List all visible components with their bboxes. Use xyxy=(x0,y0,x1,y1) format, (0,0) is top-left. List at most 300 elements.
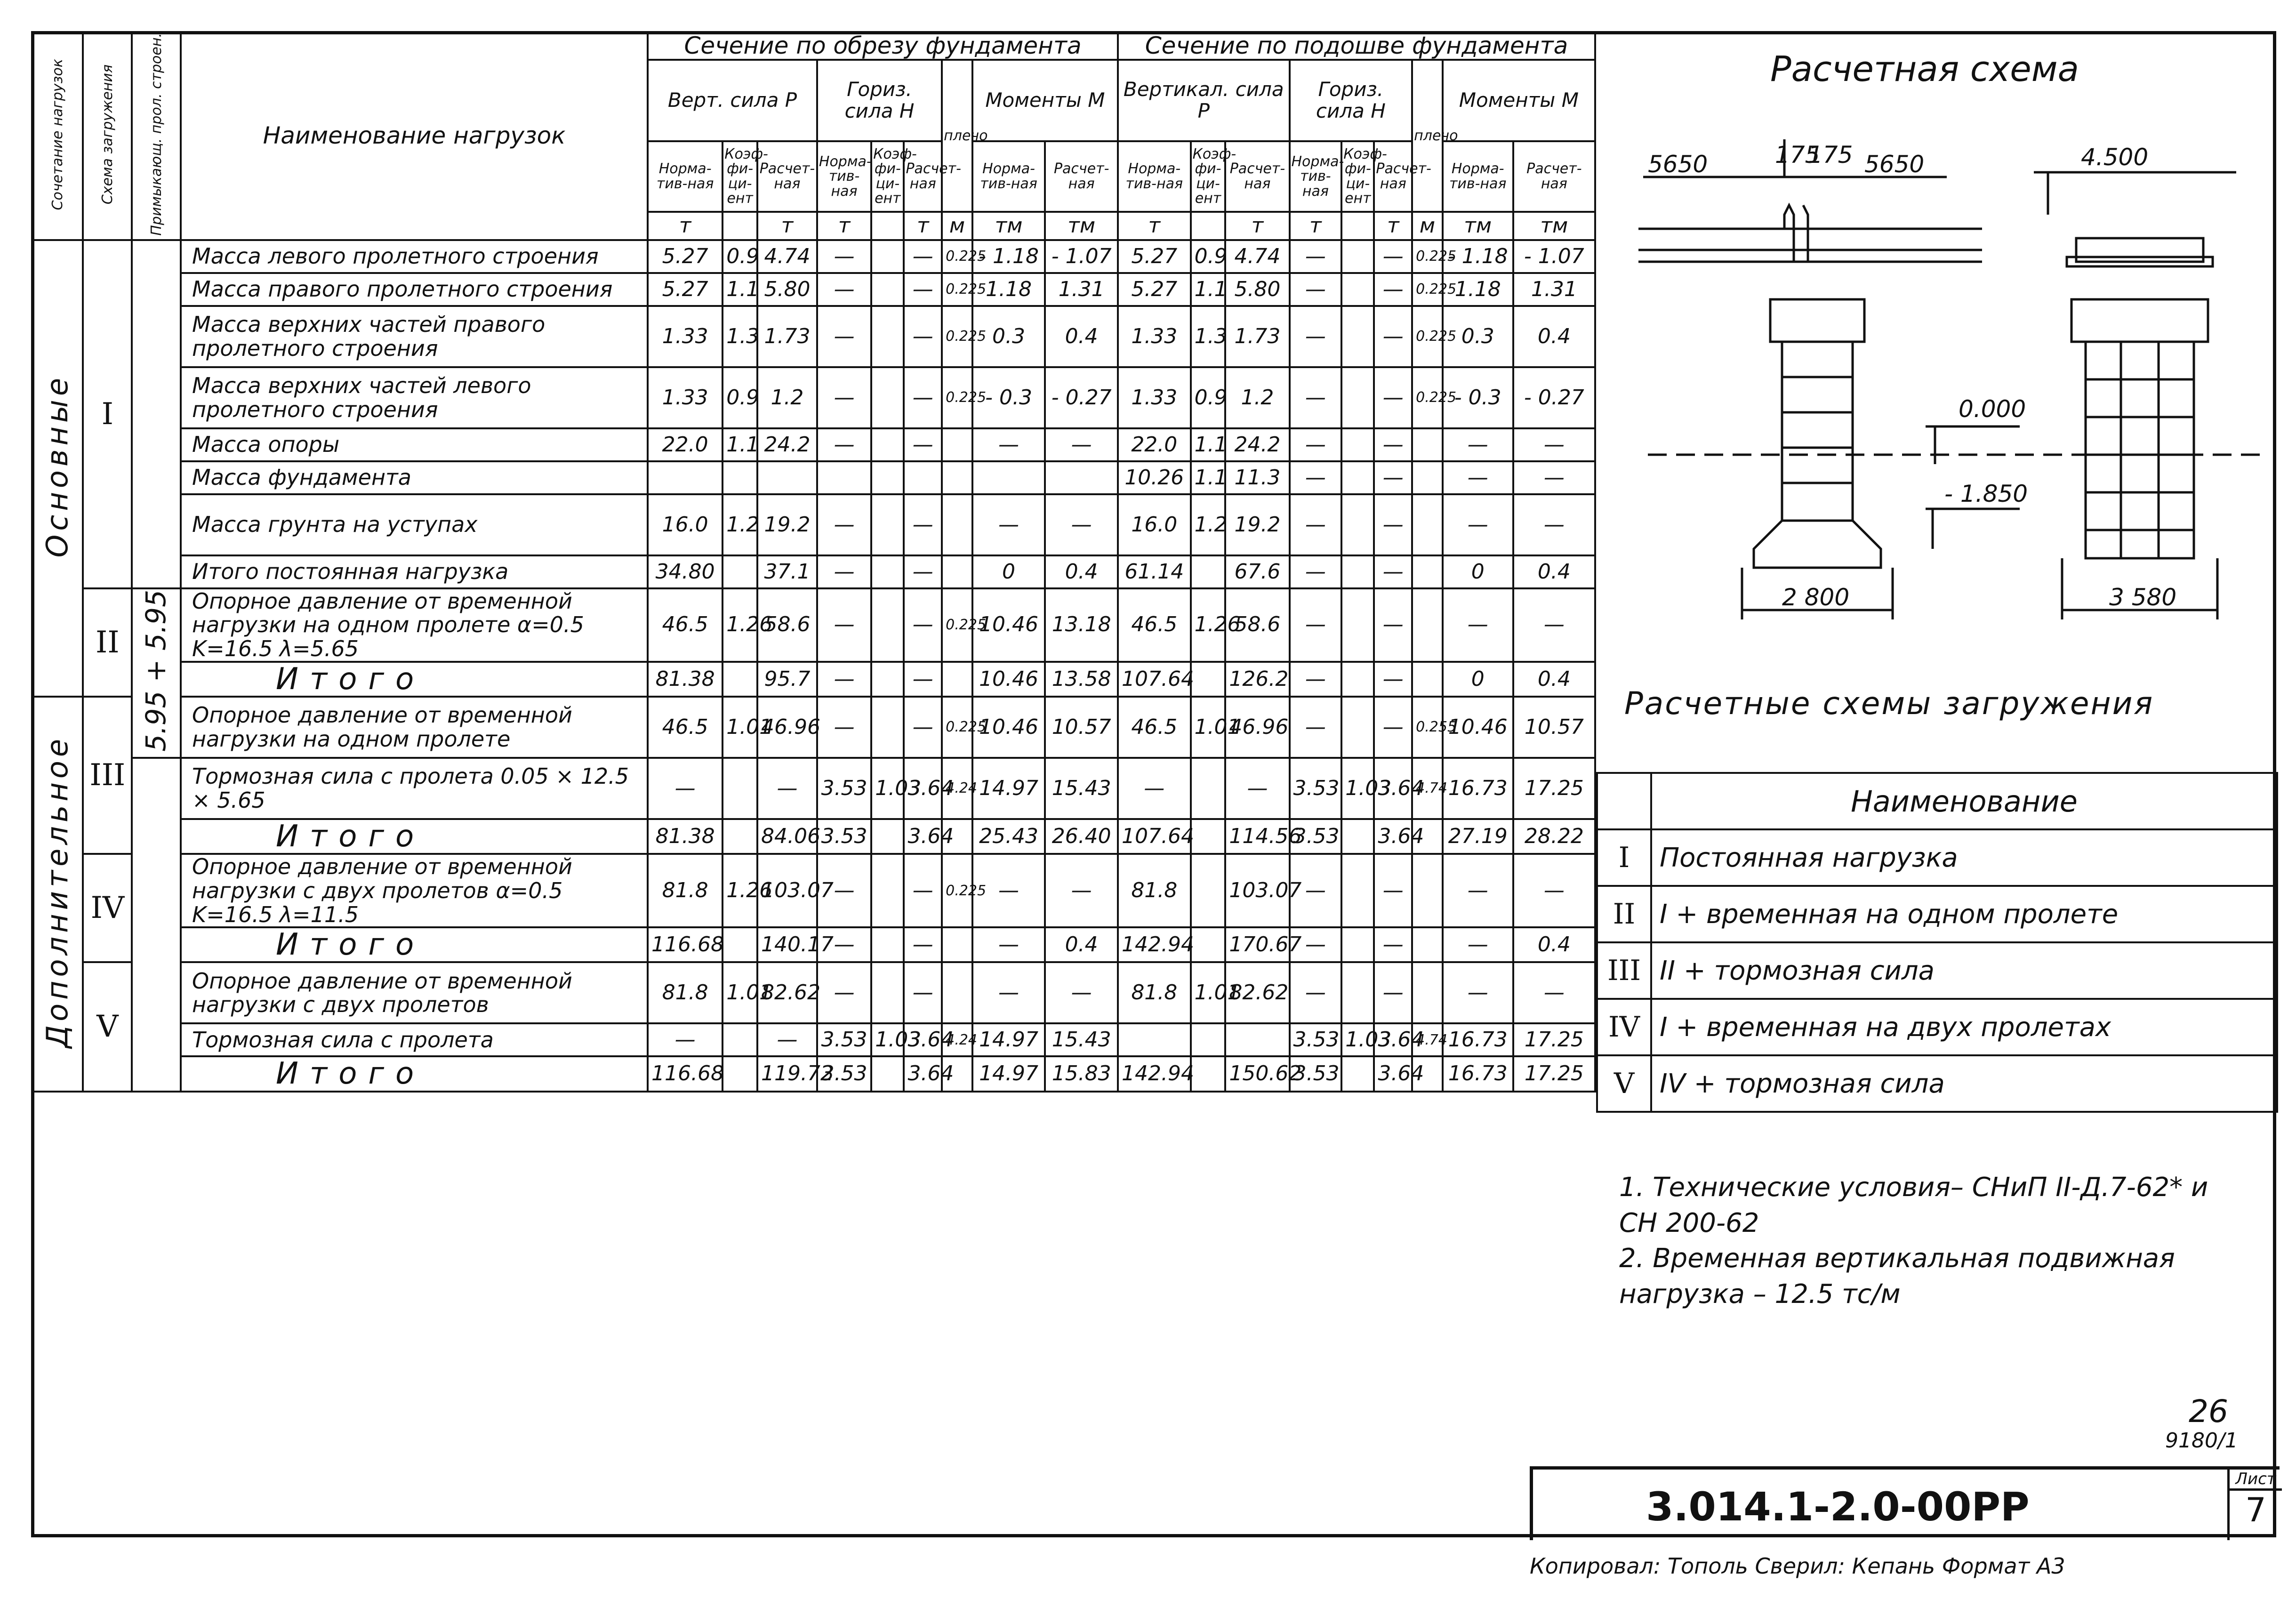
value-cell: 0.225 xyxy=(942,306,972,367)
value-cell xyxy=(871,1056,904,1091)
unit-cell xyxy=(723,212,757,240)
unit-cell: т xyxy=(1118,212,1191,240)
value-cell: 34.80 xyxy=(648,555,723,588)
value-cell: — xyxy=(817,306,871,367)
value-cell: 0.225 xyxy=(1412,240,1443,273)
value-cell: 1.1 xyxy=(1191,428,1226,461)
value-cell: 0.4 xyxy=(1045,306,1118,367)
value-cell: — xyxy=(904,854,942,927)
value-cell: — xyxy=(904,927,942,962)
value-cell: — xyxy=(1374,367,1412,428)
unit-cell: тм xyxy=(972,212,1045,240)
scheme-roman: II xyxy=(1597,886,1651,942)
value-cell xyxy=(1412,588,1443,662)
value-cell xyxy=(723,662,757,697)
schemes-table xyxy=(1596,772,2278,1113)
value-cell: 10.46 xyxy=(972,662,1045,697)
table-row xyxy=(32,240,1595,273)
hdr-raschetnaya: Расчет-ная xyxy=(1513,141,1595,212)
value-cell: — xyxy=(1374,588,1412,662)
value-cell: — xyxy=(1225,758,1289,819)
scheme-row xyxy=(1597,942,2277,999)
value-cell: 3.53 xyxy=(1290,758,1342,819)
value-cell: 1.18 xyxy=(1443,273,1513,306)
value-cell: 150.62 xyxy=(1225,1056,1289,1091)
value-cell: 0.3 xyxy=(972,306,1045,367)
value-cell: 0.9 xyxy=(723,367,757,428)
value-cell: 170.67 xyxy=(1225,927,1289,962)
value-cell: 1.33 xyxy=(648,306,723,367)
table-row xyxy=(32,758,1595,819)
value-cell xyxy=(1341,273,1374,306)
scheme-cell: III xyxy=(83,697,132,854)
load-name: Итого постоянная нагрузка xyxy=(181,555,648,588)
value-cell xyxy=(1191,758,1226,819)
value-cell: 5.80 xyxy=(757,273,817,306)
load-name: Масса фундамента xyxy=(181,461,648,494)
value-cell: 0.225 xyxy=(942,697,972,758)
value-cell: 0.225 xyxy=(942,854,972,927)
unit-cell: тм xyxy=(1513,212,1595,240)
value-cell: 58.6 xyxy=(1225,588,1289,662)
value-cell: 1.03 xyxy=(1341,1023,1374,1056)
list-label: Лист xyxy=(2230,1470,2282,1491)
hdr-normativnaya: Норма-тив-ная xyxy=(817,141,871,212)
value-cell: 1.01 xyxy=(723,962,757,1023)
hdr-primykanie xyxy=(132,32,181,240)
scheme-row xyxy=(1597,886,2277,942)
value-cell: — xyxy=(904,428,942,461)
hdr-koef: Коэф-фи-ци-ент xyxy=(871,141,904,212)
value-cell xyxy=(871,461,904,494)
value-cell: — xyxy=(817,854,871,927)
value-cell: — xyxy=(817,697,871,758)
value-cell: 15.43 xyxy=(1045,1023,1118,1056)
value-cell: - 1.07 xyxy=(1045,240,1118,273)
hdr-normativnaya: Норма-тив-ная xyxy=(1290,141,1342,212)
value-cell: — xyxy=(904,662,942,697)
value-cell xyxy=(1341,927,1374,962)
load-name: Масса левого пролетного строения xyxy=(181,240,648,273)
value-cell xyxy=(1341,588,1374,662)
value-cell: 19.2 xyxy=(1225,494,1289,555)
load-name: Масса опоры xyxy=(181,428,648,461)
value-cell: — xyxy=(1290,662,1342,697)
value-cell xyxy=(871,367,904,428)
schemes-header: Наименование xyxy=(1651,773,2277,829)
value-cell: 1.73 xyxy=(757,306,817,367)
value-cell: 28.22 xyxy=(1513,819,1595,854)
load-name: Масса верхних частей правого пролетного строения xyxy=(181,306,648,367)
value-cell: 0.3 xyxy=(1443,306,1513,367)
value-cell: — xyxy=(648,758,723,819)
span-cell xyxy=(132,588,181,758)
value-cell xyxy=(942,428,972,461)
value-cell: — xyxy=(904,555,942,588)
value-cell: 3.64 xyxy=(904,1023,942,1056)
hdr-shema-text: Схема загружения xyxy=(99,64,116,204)
value-cell: 103.07 xyxy=(1225,854,1289,927)
value-cell: — xyxy=(972,428,1045,461)
value-cell: 17.25 xyxy=(1513,758,1595,819)
value-cell: 81.38 xyxy=(648,819,723,854)
value-cell xyxy=(1191,1023,1226,1056)
value-cell: 58.6 xyxy=(757,588,817,662)
value-cell: 1.01 xyxy=(1191,962,1226,1023)
hdr-shema xyxy=(83,32,132,240)
value-cell: 0.255 xyxy=(1412,697,1443,758)
value-cell: 16.73 xyxy=(1443,1056,1513,1091)
value-cell: 27.19 xyxy=(1443,819,1513,854)
value-cell: 19.2 xyxy=(757,494,817,555)
value-cell: 0.4 xyxy=(1045,927,1118,962)
value-cell: 81.8 xyxy=(1118,854,1191,927)
value-cell: 1.26 xyxy=(1191,588,1226,662)
document-code: 3.014.1-2.0-00PP xyxy=(1646,1484,2030,1530)
schema-title: Расчетная схема xyxy=(1770,49,2079,89)
scheme-roman: III xyxy=(1597,942,1651,999)
level-0: 0.000 xyxy=(1959,395,2026,423)
load-name: Итого xyxy=(181,1056,648,1091)
value-cell: 15.83 xyxy=(1045,1056,1118,1091)
value-cell xyxy=(1341,367,1374,428)
load-name: Итого xyxy=(181,927,648,962)
scheme-desc: I + временная на одном пролете xyxy=(1651,886,2277,942)
value-cell xyxy=(1191,819,1226,854)
value-cell: 0.4 xyxy=(1045,555,1118,588)
hdr-raschetnaya: Расчет-ная xyxy=(1225,141,1289,212)
value-cell: 0.225 xyxy=(942,367,972,428)
value-cell: — xyxy=(817,662,871,697)
value-cell xyxy=(1341,697,1374,758)
unit-cell: тм xyxy=(1443,212,1513,240)
value-cell: 5.27 xyxy=(648,240,723,273)
value-cell: 3.53 xyxy=(817,1023,871,1056)
value-cell: 84.06 xyxy=(757,819,817,854)
value-cell: — xyxy=(1045,962,1118,1023)
value-cell: 0.9 xyxy=(1191,367,1226,428)
value-cell: — xyxy=(904,962,942,1023)
value-cell xyxy=(871,273,904,306)
value-cell: — xyxy=(904,494,942,555)
width-3580: 3 580 xyxy=(2109,584,2177,611)
value-cell: 10.46 xyxy=(972,697,1045,758)
group-dopolnitelnoe-text: Дополнительное xyxy=(40,735,75,1048)
value-cell: 3.53 xyxy=(817,1056,871,1091)
value-cell: 14.97 xyxy=(972,758,1045,819)
value-cell: — xyxy=(1374,306,1412,367)
hdr-naimenovanie: Наименование нагрузок xyxy=(181,32,648,240)
value-cell: — xyxy=(904,240,942,273)
value-cell xyxy=(723,927,757,962)
value-cell: 3.64 xyxy=(904,819,942,854)
scheme-roman: I xyxy=(1597,829,1651,886)
table-row xyxy=(32,962,1595,1023)
value-cell: - 1.18 xyxy=(972,240,1045,273)
value-cell xyxy=(1341,854,1374,927)
value-cell xyxy=(1412,927,1443,962)
value-cell: — xyxy=(1290,962,1342,1023)
value-cell: 0.4 xyxy=(1513,927,1595,962)
value-cell: — xyxy=(1513,854,1595,927)
table-row xyxy=(32,588,1595,662)
value-cell: — xyxy=(1290,367,1342,428)
table-row xyxy=(32,273,1595,306)
value-cell xyxy=(871,962,904,1023)
value-cell: 1.2 xyxy=(757,367,817,428)
table-row xyxy=(32,697,1595,758)
value-cell: 1.03 xyxy=(1341,758,1374,819)
value-cell: 0.4 xyxy=(1513,662,1595,697)
value-cell: 0.225 xyxy=(1412,367,1443,428)
value-cell xyxy=(1341,461,1374,494)
table-row xyxy=(32,494,1595,555)
value-cell: 1.33 xyxy=(648,367,723,428)
value-cell xyxy=(723,1023,757,1056)
value-cell: 4.74 xyxy=(1225,240,1289,273)
scheme-roman: V xyxy=(1597,1055,1651,1112)
value-cell: 1.1 xyxy=(723,273,757,306)
value-cell: 1.2 xyxy=(723,494,757,555)
value-cell: — xyxy=(1443,962,1513,1023)
unit-cell: т xyxy=(1290,212,1342,240)
table-row xyxy=(32,306,1595,367)
value-cell: 1.03 xyxy=(871,1023,904,1056)
value-cell: — xyxy=(817,588,871,662)
value-cell: — xyxy=(1290,588,1342,662)
hdr-raschetnaya: Расчет-ная xyxy=(1374,141,1412,212)
value-cell: — xyxy=(904,588,942,662)
value-cell: 3.53 xyxy=(817,758,871,819)
value-cell: — xyxy=(1290,273,1342,306)
value-cell: 0 xyxy=(972,555,1045,588)
value-cell: 107.64 xyxy=(1118,819,1191,854)
value-cell: 81.8 xyxy=(648,854,723,927)
hdr-raschetnaya: Расчет-ная xyxy=(1045,141,1118,212)
unit-cell: м xyxy=(1412,212,1443,240)
value-cell xyxy=(1191,1056,1226,1091)
value-cell: 15.43 xyxy=(1045,758,1118,819)
value-cell: — xyxy=(1513,428,1595,461)
hdr-goriz_sila: Гориз. сила H xyxy=(1290,60,1413,141)
value-cell xyxy=(1191,927,1226,962)
value-cell xyxy=(1118,1023,1191,1056)
value-cell xyxy=(1341,962,1374,1023)
value-cell xyxy=(757,461,817,494)
value-cell: 1.18 xyxy=(972,273,1045,306)
table-row xyxy=(32,32,1595,60)
value-cell: — xyxy=(1443,494,1513,555)
value-cell xyxy=(1341,240,1374,273)
value-cell xyxy=(1225,1023,1289,1056)
value-cell: 1.1 xyxy=(723,428,757,461)
hdr-sech-obrez: Сечение по обрезу фундамента xyxy=(648,32,1118,60)
value-cell: — xyxy=(1513,494,1595,555)
value-cell: 24.2 xyxy=(757,428,817,461)
scheme-row xyxy=(1597,999,2277,1055)
value-cell: 1.1 xyxy=(1191,461,1226,494)
value-cell xyxy=(1412,461,1443,494)
level-1850: - 1.850 xyxy=(1944,480,2028,507)
value-cell: — xyxy=(648,1023,723,1056)
hdr-goriz_sila: Гориз. сила H xyxy=(817,60,942,141)
value-cell xyxy=(1341,306,1374,367)
value-cell: 3.64 xyxy=(904,1056,942,1091)
value-cell: — xyxy=(1290,697,1342,758)
value-cell: 16.73 xyxy=(1443,758,1513,819)
span-text: 5.95 + 5.95 xyxy=(140,589,172,752)
value-cell: 4.24 xyxy=(942,1023,972,1056)
value-cell: 119.72 xyxy=(757,1056,817,1091)
value-cell: 1.2 xyxy=(1191,494,1226,555)
group-osnovnye xyxy=(32,240,83,697)
value-cell: 22.0 xyxy=(648,428,723,461)
value-cell: — xyxy=(972,854,1045,927)
value-cell: 10.46 xyxy=(972,588,1045,662)
load-name: Итого xyxy=(181,819,648,854)
value-cell: 10.46 xyxy=(1443,697,1513,758)
value-cell: 81.8 xyxy=(648,962,723,1023)
value-cell: 4.74 xyxy=(757,240,817,273)
value-cell: 1.31 xyxy=(1513,273,1595,306)
value-cell: 0 xyxy=(1443,555,1513,588)
value-cell: — xyxy=(1290,306,1342,367)
hdr-normativnaya: Норма-тив-ная xyxy=(1443,141,1513,212)
value-cell xyxy=(1045,461,1118,494)
scheme-desc: II + тормозная сила xyxy=(1651,942,2277,999)
value-cell: 0.225 xyxy=(942,240,972,273)
value-cell xyxy=(871,819,904,854)
value-cell: - 0.27 xyxy=(1045,367,1118,428)
value-cell: 3.64 xyxy=(1374,758,1412,819)
value-cell: — xyxy=(1118,758,1191,819)
value-cell: 4.24 xyxy=(942,758,972,819)
table-row xyxy=(32,854,1595,927)
dim-5650-left: 5650 xyxy=(1648,151,1708,178)
value-cell xyxy=(871,697,904,758)
note-2: 2. Временная вертикальная подвижная нагрузка – 12.5 тс/м xyxy=(1619,1243,2175,1310)
value-cell: 67.6 xyxy=(1225,555,1289,588)
value-cell: — xyxy=(817,240,871,273)
value-cell: 46.96 xyxy=(1225,697,1289,758)
value-cell: 82.62 xyxy=(1225,962,1289,1023)
value-cell: 4.74 xyxy=(1412,758,1443,819)
value-cell: 1.33 xyxy=(1118,306,1191,367)
load-name: Опорное давление от временной нагрузки на одном пролете xyxy=(181,697,648,758)
value-cell: — xyxy=(1374,461,1412,494)
value-cell: — xyxy=(904,273,942,306)
load-name: Масса грунта на уступах xyxy=(181,494,648,555)
value-cell xyxy=(1412,494,1443,555)
unit-cell: тм xyxy=(1045,212,1118,240)
scheme-desc: I + временная на двух пролетах xyxy=(1651,999,2277,1055)
value-cell: 1.33 xyxy=(1118,367,1191,428)
value-cell xyxy=(1191,854,1226,927)
value-cell xyxy=(904,461,942,494)
value-cell: 46.96 xyxy=(757,697,817,758)
value-cell: — xyxy=(1290,461,1342,494)
scheme-row xyxy=(1597,829,2277,886)
value-cell: 14.97 xyxy=(972,1056,1045,1091)
unit-cell: т xyxy=(757,212,817,240)
scheme-cell: I xyxy=(83,240,132,588)
value-cell: — xyxy=(1374,494,1412,555)
value-cell: — xyxy=(972,927,1045,962)
value-cell: 0.9 xyxy=(723,240,757,273)
hdr-plecho: плечо xyxy=(1412,60,1443,212)
value-cell xyxy=(1191,662,1226,697)
table-row xyxy=(32,819,1595,854)
value-cell: — xyxy=(1513,461,1595,494)
hdr-raschetnaya: Расчет-ная xyxy=(904,141,942,212)
value-cell: 103.07 xyxy=(757,854,817,927)
value-cell: — xyxy=(817,367,871,428)
value-cell: - 0.3 xyxy=(1443,367,1513,428)
load-name: Опорное давление от временной нагрузки с двух пролетов α=0.5 K=16.5 λ=11.5 xyxy=(181,854,648,927)
value-cell: 3.53 xyxy=(1290,1023,1342,1056)
value-cell: 0.225 xyxy=(942,588,972,662)
value-cell xyxy=(1341,1056,1374,1091)
value-cell xyxy=(1341,555,1374,588)
value-cell: 3.64 xyxy=(1374,1056,1412,1091)
value-cell xyxy=(648,461,723,494)
value-cell: — xyxy=(1443,854,1513,927)
value-cell: 81.38 xyxy=(648,662,723,697)
value-cell: 142.94 xyxy=(1118,927,1191,962)
value-cell: 0.225 xyxy=(1412,306,1443,367)
archive-code: 9180/1 xyxy=(2165,1429,2238,1453)
unit-cell: т xyxy=(817,212,871,240)
table-row xyxy=(32,662,1595,697)
span-cell-bottom xyxy=(132,758,181,1092)
value-cell: 81.8 xyxy=(1118,962,1191,1023)
hdr-normativnaya: Норма-тив-ная xyxy=(972,141,1045,212)
load-name: Масса правого пролетного строения xyxy=(181,273,648,306)
value-cell: — xyxy=(1290,428,1342,461)
table-row xyxy=(32,367,1595,428)
value-cell xyxy=(942,662,972,697)
value-cell: — xyxy=(1443,428,1513,461)
hdr-momenty: Моменты M xyxy=(1443,60,1595,141)
value-cell xyxy=(1341,428,1374,461)
value-cell: 0 xyxy=(1443,662,1513,697)
value-cell: 126.2 xyxy=(1225,662,1289,697)
value-cell: 22.0 xyxy=(1118,428,1191,461)
scheme-cell: V xyxy=(83,962,132,1091)
hdr-sochetanie xyxy=(32,32,83,240)
value-cell: — xyxy=(1374,273,1412,306)
value-cell: 116.68 xyxy=(648,927,723,962)
value-cell xyxy=(871,588,904,662)
value-cell: — xyxy=(817,927,871,962)
value-cell: 1.73 xyxy=(1225,306,1289,367)
value-cell: — xyxy=(1374,240,1412,273)
load-name: Масса верхних частей левого пролетного строения xyxy=(181,367,648,428)
value-cell xyxy=(1412,662,1443,697)
value-cell: 0.225 xyxy=(942,273,972,306)
value-cell xyxy=(723,1056,757,1091)
value-cell xyxy=(871,662,904,697)
load-name: Итого xyxy=(181,662,648,697)
table-row xyxy=(32,461,1595,494)
value-cell: - 0.3 xyxy=(972,367,1045,428)
unit-cell: т xyxy=(648,212,723,240)
value-cell: 1.03 xyxy=(871,758,904,819)
unit-cell: т xyxy=(1225,212,1289,240)
footer-copy: Копировал: Тополь Сверил: Кепань Формат А3 xyxy=(1530,1553,2065,1579)
value-cell: 140.17 xyxy=(757,927,817,962)
value-cell: — xyxy=(1443,588,1513,662)
